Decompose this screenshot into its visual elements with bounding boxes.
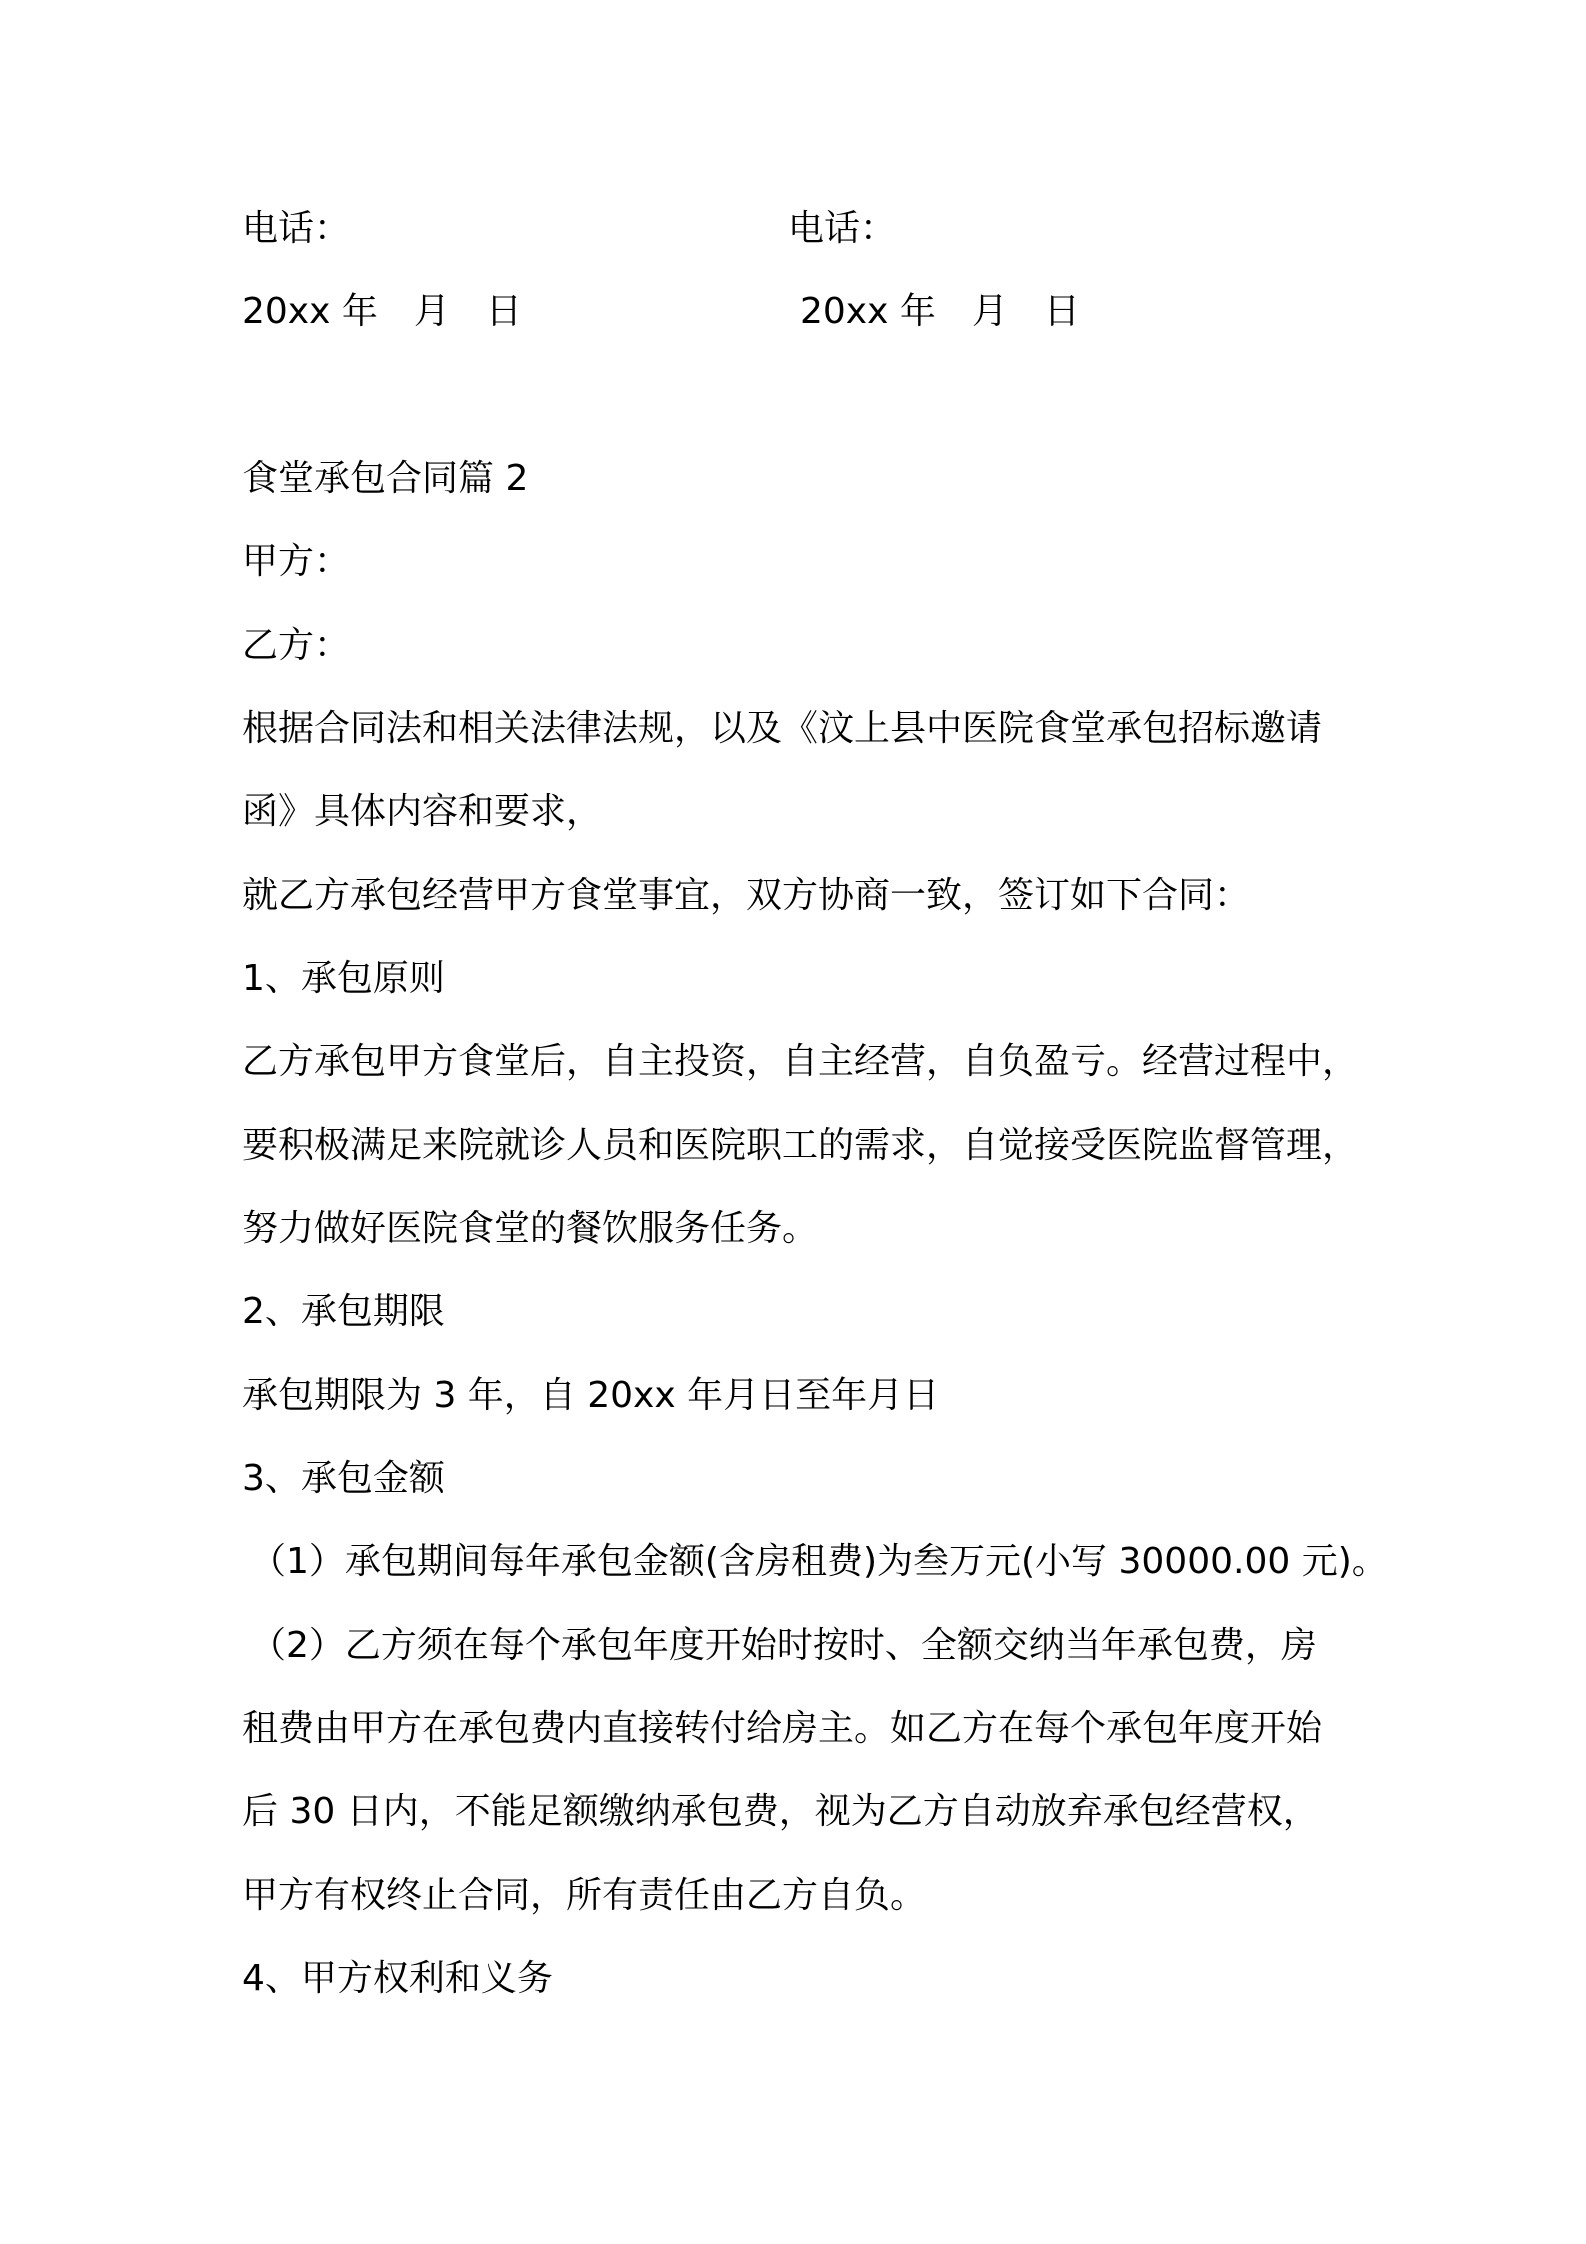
section-1-line-2: 要积极满足来院就诊人员和医院职工的需求，自觉接受医院监督管理， xyxy=(242,1125,1359,1166)
contract-title: 食堂承包合同篇 2 xyxy=(242,458,529,499)
intro-text-line-1: 根据合同法和相关法律法规，以及《汶上县中医院食堂承包招标邀请 xyxy=(242,708,1323,749)
party-a-label: 甲方： xyxy=(242,541,351,582)
section-1-line-3: 努力做好医院食堂的餐饮服务任务。 xyxy=(242,1208,819,1249)
party-b-label: 乙方： xyxy=(242,625,351,666)
section-3-line-4: 后 30 日内，不能足额缴纳承包费，视为乙方自动放弃承包经营权， xyxy=(242,1791,1319,1832)
right-date-line: 20xx 年 月 日 xyxy=(800,291,1080,332)
section-3-line-1: （1）承包期间每年承包金额(含房租费)为叁万元(小写 30000.00 元)。 xyxy=(250,1541,1388,1582)
section-2-line-1: 承包期限为 3 年，自 20xx 年月日至年月日 xyxy=(242,1375,940,1416)
section-3-line-3: 租费由甲方在承包费内直接转付给房主。如乙方在每个承包年度开始 xyxy=(242,1708,1323,1749)
right-phone-label: 电话： xyxy=(788,208,897,249)
section-1-heading: 1、承包原则 xyxy=(242,958,445,999)
section-4-heading: 4、甲方权利和义务 xyxy=(242,1958,553,1999)
section-3-heading: 3、承包金额 xyxy=(242,1458,445,1499)
section-3-line-2: （2）乙方须在每个承包年度开始时按时、全额交纳当年承包费，房 xyxy=(250,1625,1317,1666)
intro-text-line-2: 函》具体内容和要求， xyxy=(242,791,603,832)
section-3-line-5: 甲方有权终止合同，所有责任由乙方自负。 xyxy=(242,1875,927,1916)
left-phone-label: 电话： xyxy=(242,208,351,249)
intro-text-line-3: 就乙方承包经营甲方食堂事宜，双方协商一致，签订如下合同： xyxy=(242,875,1251,916)
section-2-heading: 2、承包期限 xyxy=(242,1291,445,1332)
section-1-line-1: 乙方承包甲方食堂后，自主投资，自主经营，自负盈亏。经营过程中， xyxy=(242,1041,1359,1082)
left-date-line: 20xx 年 月 日 xyxy=(242,291,522,332)
